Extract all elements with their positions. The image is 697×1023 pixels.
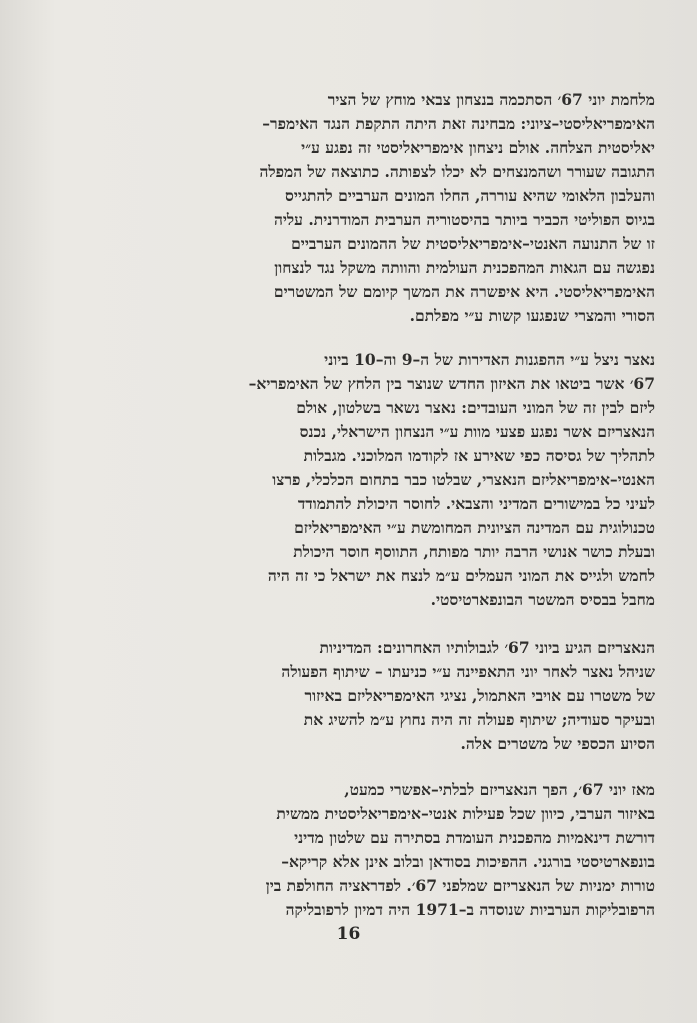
text-line: הסורי והמצרי שנפגעו קשות ע״י מפלתם. xyxy=(409,306,655,325)
text-line: הרפובליקות הערביות שנוסדה ב–1971 היה דמיון לרפובליקה xyxy=(285,900,655,919)
text-line: האנטי–אימפריאליזם הנאצרי, שבלטו כבר בתחום הכלכלי, פרצו xyxy=(272,470,655,489)
text-line: התגובה שעורר ושהמנצחים לא יכלו לצפותה. כתוצאה של המפלה xyxy=(259,162,655,181)
text-line: מלחמת יוני 67׳ הסתכמה בנצחון צבאי מוחץ של הציר xyxy=(327,90,655,109)
text-line: נפגשה עם הגאות המהפכנית העולמית והוותה משקל נגד לנצחון xyxy=(274,258,655,277)
text-line: בונפארטיסטי בורגני. ההפיכות בסודאן ובלוב אינן אלא קריקא– xyxy=(281,852,655,871)
text-line: של משטרו עם אויבי האתמול, נציגי האימפריאליזם באיזור xyxy=(304,686,655,705)
text-line: ליזם לבין זה של המוני העובדים: נאצר נשאר בשלטון, אולם xyxy=(296,398,655,417)
text-line: זו של התנועה האנטי–אימפריאליסטית של ההמונים הערביים xyxy=(291,234,655,253)
text-line: הסיוע הכספי של משטרים אלה. xyxy=(460,734,655,753)
page-number: 16 xyxy=(336,924,361,944)
text-line: לתהליך של גסיסה כפי שאירע אז לקודמו המלוכני. מגבלות xyxy=(303,446,655,465)
text-line: הנאצריזם אשר נפגע פצעי מוות ע״י הנצחון הישראלי, נכנס xyxy=(299,422,655,441)
text-line: באיזור הערבי, כיוון שכל פעילות אנטי–אימפריאליסטית ממשית xyxy=(276,804,655,823)
text-line: ובעיקר סעודיה; שיתוף פעולה זה היה נחוץ ע״מ להשיג את xyxy=(303,710,655,729)
paragraph-1 xyxy=(42,88,655,328)
text-line: לעיני כל במישורים המדיני והצבאי. לחוסר היכולת להתמודד xyxy=(297,494,655,513)
text-line: דורשת דינאמיות מהפכנית העומדת בסתירה עם שלטון מדיני xyxy=(294,828,655,847)
paragraph-2 xyxy=(42,348,655,612)
paragraph-4 xyxy=(42,778,655,922)
text-line: טורות ימניות של הנאצריזם שמלפני 67׳. לפדראציה החולפת בין xyxy=(265,876,655,895)
text-line: 67׳ אשר ביטאו את האיזון החדש שנוצר בין הלחץ של האימפריא– xyxy=(248,374,655,393)
text-line: שניהל נאצר לאחר יוני התאפיינה ע״י כניעתו – שיתוף הפעולה xyxy=(281,662,655,681)
text-line: לחמש ולגייס את המוני העמלים ע״מ לנצח את ישראל כי זה היה xyxy=(267,566,655,585)
paragraph-3 xyxy=(42,636,655,756)
text-line: יאליסטית הצלחה. אולם ניצחון אימפריאליסטי זה נפגע ע״י xyxy=(301,138,655,157)
text-line: בגיוס הפוליטי הכביר ביותר בהיסטוריה הערבית המודרנית. עליה xyxy=(273,210,655,229)
text-line: ובעלת כושר אנושי הרבה יותר מפותח, התווסף חוסר היכולת xyxy=(293,542,655,561)
text-line: נאצר ניצל ע״י ההפגנות האדירות של ה–9 וה–10 ביוני xyxy=(324,350,655,369)
text-line: טכנולוגית עם המדינה הציונית המחומשת ע״י האימפריאליזם xyxy=(294,518,655,537)
text-line: מאז יוני 67׳, הפך הנאצריזם לבלתי–אפשרי כמעט, xyxy=(344,780,655,799)
text-line: מחבל בבסיס המשטר הבונפארטיסטי. xyxy=(430,590,655,609)
text-line: והעלבון הלאומי שהיא עוררה, החלו המונים הערביים להתגייס xyxy=(285,186,655,205)
text-line: האימפריאליסטי. היא איפשרה את המשך קיומם של המשטרים xyxy=(273,282,655,301)
text-line: הנאצריזם הגיע ביוני 67׳ לגבולותיו האחרונים: המדיניות xyxy=(319,638,655,657)
text-line: האימפריאליסטי–ציוני: מבחינה זאת היתה התקפת הנגד האימפר– xyxy=(262,114,655,133)
